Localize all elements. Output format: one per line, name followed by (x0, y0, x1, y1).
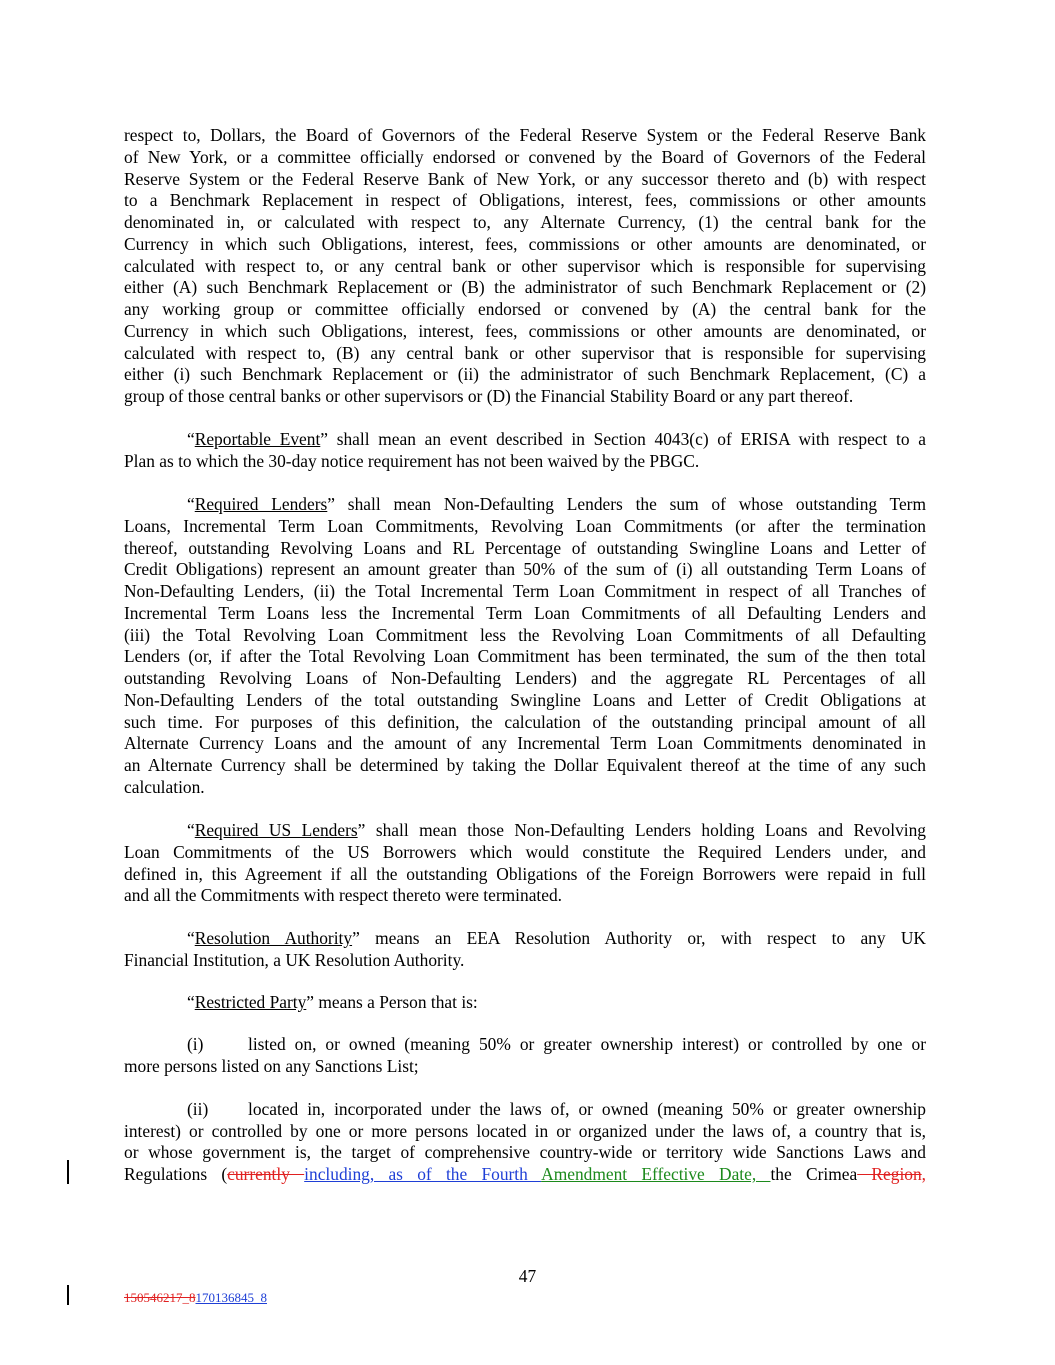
text-line: group of those central banks or other supervisors or (D) the Financial Stability Board or any part thereof. (124, 386, 854, 406)
text-line: either (A) such Benchmark Replacement or (B) the administrator of such Benchmark Replacement or (2) (124, 277, 926, 297)
deleted-text: Region (857, 1164, 922, 1184)
defined-term: Restricted Party (194, 992, 307, 1012)
deleted-text: currently (227, 1164, 305, 1184)
text-line: of New York, or a committee officially endorsed or convened by the Board of Governors of the Federal (124, 147, 926, 167)
text-line: calculated with respect to, or any central bank or other supervisor which is responsible for supervising (124, 256, 926, 276)
inserted-text: , (921, 1164, 927, 1184)
text-line: and all the Commitments with respect thereto were terminated. (124, 885, 563, 905)
defined-term: Reportable Event (194, 429, 321, 449)
text-line: an Alternate Currency shall be determined by taking the Dollar Equivalent thereof at the time of any such (124, 755, 926, 775)
text-line: respect to, Dollars, the Board of Governors of the Federal Reserve System or the Federal Reserve Bank (124, 125, 926, 145)
text-line: “Restricted Party” means a Person that is: (187, 992, 478, 1012)
clause-label: (ii) (187, 1099, 209, 1119)
text-line: Loans, Incremental Term Loan Commitments, Revolving Loan Commitments (or after the termination (124, 516, 926, 536)
text-line: any working group or committee officially endorsed or convened by (A) the central bank for the (124, 299, 926, 319)
text-line: Lenders (or, if after the Total Revolving Loan Commitment has been terminated, the sum of the then total (124, 646, 926, 666)
inserted-text: 170136845_8 (195, 1290, 267, 1305)
text-line: Alternate Currency Loans and the amount of any Incremental Term Loan Commitments denominated in (124, 733, 926, 753)
text-line: to a Benchmark Replacement in respect of Obligations, interest, fees, commissions or other amounts (124, 190, 926, 210)
text-line: such time. For purposes of this definition, the calculation of the outstanding principal amount of all (124, 712, 926, 732)
text-line: “Required US Lenders” shall mean those Non-Defaulting Lenders holding Loans and Revolving (187, 820, 927, 840)
document-id-footer (124, 1287, 267, 1309)
text-line: located in, incorporated under the laws of, or owned (meaning 50% or greater ownership (248, 1099, 926, 1119)
text-line: Financial Institution, a UK Resolution Authority. (124, 950, 465, 970)
text-line: Currency in which such Obligations, interest, fees, commissions or other amounts are denominated, or (124, 321, 926, 341)
page-number: 47 (518, 1266, 537, 1286)
text-line: Plan as to which the 30-day notice requirement has not been waived by the PBGC. (124, 451, 700, 471)
text-line: Reserve System or the Federal Reserve Bank of New York, or any successor thereto and (b) with respect (124, 169, 926, 189)
text-line: or whose government is, the target of comprehensive country-wide or territory wide Sanctions Laws and (124, 1142, 926, 1162)
text-line: thereof, outstanding Revolving Loans and RL Percentage of outstanding Swingline Loans and Letter of (124, 538, 926, 558)
inserted-text: including, as of the Fourth (304, 1164, 542, 1184)
text-line: Non-Defaulting Lenders of the total outstanding Swingline Loans and Letter of Credit Obligations at (124, 690, 926, 710)
defined-term: Resolution Authority (194, 928, 353, 948)
defined-term: Required US Lenders (194, 820, 358, 840)
change-bar (67, 1160, 69, 1184)
text-line: calculated with respect to, (B) any central bank or other supervisor that is responsible for supervising (124, 343, 926, 363)
text-line: “Reportable Event” shall mean an event described in Section 4043(c) of ERISA with respect to a (187, 429, 926, 449)
defined-term: Required Lenders (194, 494, 328, 514)
text-line: listed on, or owned (meaning 50% or greater ownership interest) or controlled by one or (248, 1034, 926, 1054)
text-line: either (i) such Benchmark Replacement or (ii) the administrator of such Benchmark Replacement, (C) a (124, 364, 926, 384)
text-line: “Resolution Authority” means an EEA Resolution Authority or, with respect to any UK (187, 928, 926, 948)
text-line: outstanding Revolving Loans of Non-Defaulting Lenders) and the aggregate RL Percentages of all (124, 668, 926, 688)
text-line: denominated in, or calculated with respect to, any Alternate Currency, (1) the central bank for the (124, 212, 926, 232)
text-line: (iii) the Total Revolving Loan Commitment less the Revolving Loan Commitments of all Defaulting (124, 625, 926, 645)
deleted-text: 150546217_8 (124, 1290, 196, 1305)
text-line: Incremental Term Loans less the Incremental Term Loan Commitments of all Defaulting Lenders and (124, 603, 926, 623)
text-line-with-revisions: Regulations (currently including, as of the Fourth Amendment Effective Date, the Crimea Region, (124, 1164, 927, 1184)
text-line: defined in, this Agreement if all the outstanding Obligations of the Foreign Borrowers were repaid in full (124, 864, 926, 884)
text-line: Loan Commitments of the US Borrowers which would constitute the Required Lenders under, and (124, 842, 926, 862)
text-line: Currency in which such Obligations, interest, fees, commissions or other amounts are denominated, or (124, 234, 926, 254)
text-line: calculation. (124, 777, 205, 797)
clause-label: (i) (187, 1034, 204, 1054)
text-line: more persons listed on any Sanctions List; (124, 1056, 419, 1076)
change-bar (67, 1285, 69, 1305)
text-line: interest) or controlled by one or more persons located in or organized under the laws of, a country that is, (124, 1121, 926, 1141)
text-line: Non-Defaulting Lenders, (ii) the Total Incremental Term Loan Commitment in respect of all Tranches of (124, 581, 926, 601)
text-line: “Required Lenders” shall mean Non-Defaulting Lenders the sum of whose outstanding Term (187, 494, 927, 514)
inserted-text: Amendment Effective Date, (541, 1164, 771, 1184)
text-line: Credit Obligations) represent an amount greater than 50% of the sum of (i) all outstanding Term Loans of (124, 559, 926, 579)
